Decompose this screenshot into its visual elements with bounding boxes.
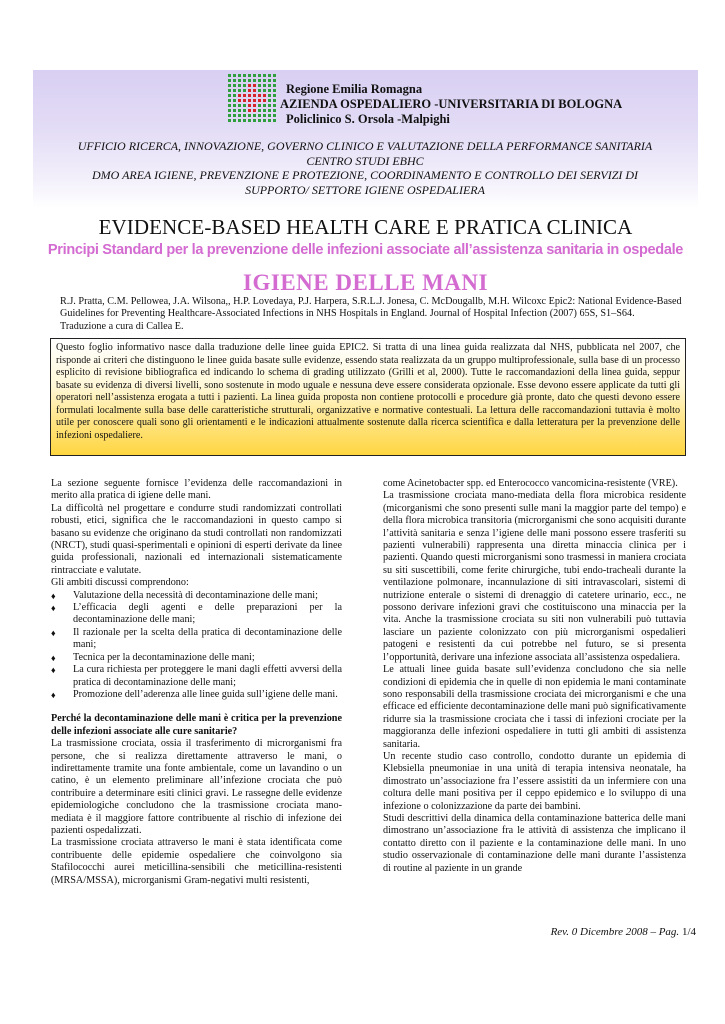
logo-dot bbox=[228, 104, 231, 107]
logo-dot bbox=[248, 74, 251, 77]
translation-credit: Traduzione a cura di Callea E. bbox=[60, 320, 184, 332]
logo-dot bbox=[273, 109, 276, 112]
logo-dot bbox=[248, 99, 251, 102]
header-region: Regione Emilia Romagna bbox=[286, 82, 423, 96]
paragraph: La difficoltà nel progettare e condurre studi randomizzati controllati robusti, etici, significa che le raccomandazioni in questo campo si basano su evidenze che originano da studi controllati non randomizzati (NRCT), studi quasi-sperimentali e opinioni di esperti derivate da linee guida professionali, nazionali ed internazionali sistematicamente rintracciate e valutate. bbox=[51, 502, 342, 576]
logo-dot bbox=[273, 119, 276, 122]
logo-dot bbox=[233, 74, 236, 77]
logo-dot bbox=[253, 119, 256, 122]
logo-dot bbox=[248, 104, 251, 107]
logo-dot bbox=[273, 74, 276, 77]
logo-dot bbox=[228, 94, 231, 97]
summary-box: Questo foglio informativo nasce dalla traduzione delle linee guida EPIC2. Si tratta di una linea guida realizzata dal NHS, pubblicata nel 2007, che risponde ai criteri che distinguono le linee guida basate sulle evidenze, essendo stata realizzata da un gruppo multiprofessionale, sulla base di un processo esplicito di revisione bibliografica ed indicando lo schema di grading utilizzato (Grilli et al, 2000). Tutte le raccomandazioni della linea guida, seppur basate su evidenza di diversi livelli, sono sostenute in modo uguale e nessuna deve essere considerata opzionale. Esse devono essere applicate da tutti gli operatori nell’assistenza erogata a tutti i pazienti. La linea guida proposta non contiene protocolli e procedure già pronte, dato che questi devono essere formulati localmente sulla base delle caratteristiche strutturali, organizzative e normative contestuali. La lettura delle raccomandazioni tuttavia è molto utile per conoscere quali sono gli orientamenti e le indicazioni attualmente sostenute dalla ricerca scientifica e dalla letteratura per la prevenzione delle infezioni ospedaliere. bbox=[50, 338, 686, 456]
diamond-bullet-icon: ♦ bbox=[51, 652, 56, 663]
topics-list bbox=[51, 590, 342, 702]
topic-title: IGIENE DELLE MANI bbox=[243, 270, 488, 295]
header-polyclinic: Policlinico S. Orsola -Malpighi bbox=[286, 112, 450, 126]
logo-dot bbox=[268, 74, 271, 77]
logo-dot bbox=[268, 89, 271, 92]
diamond-bullet-icon: ♦ bbox=[51, 603, 56, 614]
list-item-text: Il razionale per la scelta della pratica di decontaminazione delle mani; bbox=[73, 626, 342, 651]
logo-dot bbox=[228, 109, 231, 112]
citation-text: R.J. Pratta, C.M. Pellowea, J.A. Wilsona,, H.P. Lovedaya, P.J. Harpera, S.R.L.J. Jonesa, C. McDougallb, M.H. Wilcoxc Epic2: National Evidence-Based Guidelines for Preventing Healthcare-Associated Infections in NHS Hospitals in England. Journal of Hospital Infection (2007) 65S, S1–S64. bbox=[60, 296, 682, 320]
logo-dot bbox=[248, 79, 251, 82]
logo-dot bbox=[228, 89, 231, 92]
logo-dot bbox=[233, 84, 236, 87]
left-column bbox=[51, 478, 342, 887]
logo-dot bbox=[238, 119, 241, 122]
logo-dot bbox=[238, 94, 241, 97]
logo-dot bbox=[253, 109, 256, 112]
logo-dot bbox=[263, 114, 266, 117]
logo-dot bbox=[263, 119, 266, 122]
logo-dot bbox=[263, 99, 266, 102]
logo-dot bbox=[243, 74, 246, 77]
logo-dot bbox=[273, 99, 276, 102]
logo-dot bbox=[238, 89, 241, 92]
logo-dot bbox=[248, 89, 251, 92]
logo-dot bbox=[243, 109, 246, 112]
logo-dot bbox=[268, 99, 271, 102]
logo-dot bbox=[253, 74, 256, 77]
logo-dot bbox=[248, 94, 251, 97]
list-item bbox=[51, 664, 342, 689]
right-column bbox=[383, 478, 686, 875]
paragraph: Le attuali linee guida basate sull’evidenza concludono che sia nelle condizioni di epidemia che in quelle di non epidemia le mani contaminate sono responsabili della trasmissione crociata dei microrganismi e che una efficace ed efficiente decontaminazione delle mani può significativamente ridurre sia la trasmissione crociata che i tassi di infezioni crociate per la maggioranza delle infezioni ospedaliere in tutti gli ambiti di assistenza sanitaria. bbox=[383, 664, 686, 750]
logo-dot bbox=[273, 114, 276, 117]
logo-dot bbox=[268, 79, 271, 82]
logo-dot bbox=[258, 89, 261, 92]
list-item-text: Valutazione della necessità di decontaminazione delle mani; bbox=[73, 589, 318, 601]
logo-dot bbox=[243, 104, 246, 107]
paragraph: Un recente studio caso controllo, condotto durante un epidemia di Klebsiella pneumoniae in una unità di terapia intensiva neonatale, ha dimostrato un’associazione fra l’essere assistiti da un infermiere con una coltura delle mani positiva per il ceppo epidemico e lo sviluppo di una infezione o colonizzazione da parte dei bambini. bbox=[383, 750, 686, 812]
logo-dot bbox=[233, 119, 236, 122]
logo-dot bbox=[248, 119, 251, 122]
logo-dot bbox=[268, 94, 271, 97]
logo-dot bbox=[243, 114, 246, 117]
logo-dot bbox=[263, 74, 266, 77]
list-item bbox=[51, 590, 342, 602]
logo-dot bbox=[238, 104, 241, 107]
logo-dot bbox=[233, 79, 236, 82]
logo-dot bbox=[228, 74, 231, 77]
logo-dot bbox=[263, 84, 266, 87]
paragraph: La trasmissione crociata, ossia il trasferimento di microrganismi fra persone, che si realizza direttamente attraverso le mani, o indirettamente tramite una fonte ambientale, come un lavandino o un catino, è un elemento preliminare all’infezione crociata che può contribuire a determinare esiti clinici gravi. Le rassegne delle evidenze epidemiologiche concludono che la trasmissione crociata mano-mediata è il maggiore fattore contribuente al rischio di infezione dei pazienti ospedalizzati. bbox=[51, 738, 342, 836]
logo-dot bbox=[258, 74, 261, 77]
main-title: EVIDENCE-BASED HEALTH CARE E PRATICA CLINICA bbox=[98, 215, 633, 239]
logo-dot bbox=[253, 79, 256, 82]
logo-dot bbox=[243, 84, 246, 87]
logo-dot bbox=[273, 89, 276, 92]
logo-dot bbox=[238, 84, 241, 87]
paragraph: La trasmissione crociata attraverso le mani è stata identificata come contribuente delle epidemie ospedaliere che coinvolgono sia Stafilococchi aurei meticillina-sensibili che meticillina-resistenti (MRSA/MSSA), microrganismi Gram-negativi multi resistenti, bbox=[51, 837, 342, 886]
paragraph: Studi descrittivi della dinamica della contaminazione batterica delle mani dimostrano un’associazione fra le attività di assistenza che implicano il contatto diretto con il paziente e la contaminazione delle mani. In uno studio osservazionale di contaminazione delle mani durante l’assistenza di routine al paziente in un grande bbox=[383, 812, 686, 874]
logo-dot bbox=[248, 114, 251, 117]
list-item bbox=[51, 602, 342, 627]
section-heading: Perché la decontaminazione delle mani è critica per la prevenzione delle infezioni associate alle cure sanitarie? bbox=[51, 713, 342, 737]
logo-dot bbox=[253, 94, 256, 97]
logo-dot bbox=[253, 99, 256, 102]
logo-dot bbox=[233, 99, 236, 102]
list-item bbox=[51, 652, 342, 664]
list-item-text: L’efficacia degli agenti e delle preparazioni per la decontaminazione delle mani; bbox=[73, 602, 342, 626]
logo-dot bbox=[258, 104, 261, 107]
logo-dot bbox=[268, 114, 271, 117]
logo-dot bbox=[273, 84, 276, 87]
logo-dot bbox=[273, 94, 276, 97]
page-number: 1/4 bbox=[681, 926, 696, 938]
office-line: UFFICIO RICERCA, INNOVAZIONE, GOVERNO CLINICO E VALUTAZIONE DELLA PERFORMANCE SANITARIA bbox=[77, 139, 653, 153]
logo-dot bbox=[268, 119, 271, 122]
logo-dot bbox=[268, 104, 271, 107]
paragraph: La trasmissione crociata mano-mediata della flora microbica residente (micorganismi che sono presenti sulle mani la maggior parte del tempo) e della flora microbica transitoria (microrganismi che sono acquisiti durante l’attività sanitaria e senza l’igiene delle mani possono essere trasferiti su pazienti vulnerabili) rappresenta una diretta minaccia clinica per i pazienti. Quando questi microrganismi sono trasmessi in maniera crociata su siti suscettibili, come ferite chirurgiche, tubi endo-tracheali durante la ventilazione polmonare, incannulazione di siti intravascolari, sistemi di nutrizione enterale o sistemi di drenaggio di catetere urinario, ecc., ne possono derivare infezioni gravi che costituiscono una minaccia per la vita. Anche la trasmissione crociata su siti non vulnerabili può tuttavia lasciare un paziente colonizzato con più microrganismi ospedalieri patogeni e resistenti da cui potrebbe nel futuro, se si presenta l’opportunità, derivare una infezione associata all’assistenza ospedaliera. bbox=[383, 490, 686, 663]
logo-dot bbox=[248, 109, 251, 112]
logo-dot bbox=[238, 79, 241, 82]
citation bbox=[60, 296, 688, 333]
logo-dot bbox=[268, 109, 271, 112]
logo-dot bbox=[258, 79, 261, 82]
logo-dot bbox=[233, 94, 236, 97]
logo-dot bbox=[233, 104, 236, 107]
logo-dot bbox=[258, 119, 261, 122]
logo-dot bbox=[233, 89, 236, 92]
diamond-bullet-icon: ♦ bbox=[51, 689, 56, 700]
office-line: SUPPORTO/ SETTORE IGIENE OSPEDALIERA bbox=[245, 182, 485, 197]
logo-dot bbox=[273, 104, 276, 107]
revision-info: Rev. 0 Dicembre 2008 – Pag. bbox=[550, 926, 680, 938]
paragraph: Gli ambiti discussi comprendono: bbox=[51, 577, 189, 589]
list-item-text: Promozione dell’aderenza alle linee guida sull’igiene delle mani. bbox=[73, 688, 338, 700]
logo-dot bbox=[243, 119, 246, 122]
diamond-bullet-icon: ♦ bbox=[51, 665, 56, 676]
logo-dot bbox=[248, 84, 251, 87]
header-hospital: AZIENDA OSPEDALIERO -UNIVERSITARIA DI BOLOGNA bbox=[280, 97, 623, 111]
logo-dot bbox=[238, 114, 241, 117]
logo-dot bbox=[253, 84, 256, 87]
logo-dot bbox=[253, 114, 256, 117]
logo-dot bbox=[238, 99, 241, 102]
logo-dot bbox=[253, 89, 256, 92]
list-item-text: Tecnica per la decontaminazione delle mani; bbox=[73, 651, 255, 663]
list-item bbox=[51, 689, 342, 701]
page-footer bbox=[420, 926, 696, 938]
diamond-bullet-icon: ♦ bbox=[51, 627, 56, 638]
logo-dot bbox=[228, 79, 231, 82]
logo-dot bbox=[258, 84, 261, 87]
logo-dot bbox=[228, 114, 231, 117]
logo-dot bbox=[228, 119, 231, 122]
logo-dot bbox=[263, 79, 266, 82]
list-item-text: La cura richiesta per proteggere le mani dagli effetti avversi della pratica di decontaminazione delle mani; bbox=[73, 664, 342, 688]
logo-dot bbox=[243, 99, 246, 102]
sub-title: Principi Standard per la prevenzione delle infezioni associate all’assistenza sanitaria in ospedale bbox=[47, 241, 684, 258]
logo-dot bbox=[238, 74, 241, 77]
office-line: CENTRO STUDI EBHC bbox=[306, 153, 424, 168]
logo-dot bbox=[258, 94, 261, 97]
logo-dot bbox=[233, 109, 236, 112]
logo-dot bbox=[238, 109, 241, 112]
paragraph: La sezione seguente fornisce l’evidenza delle raccomandazioni in merito alla pratica di igiene delle mani. bbox=[51, 478, 342, 502]
logo-dot bbox=[233, 114, 236, 117]
diamond-bullet-icon: ♦ bbox=[51, 590, 56, 601]
logo-dot bbox=[243, 89, 246, 92]
logo-dot bbox=[243, 79, 246, 82]
logo-dot bbox=[228, 84, 231, 87]
list-item bbox=[51, 627, 342, 652]
logo-dot bbox=[258, 109, 261, 112]
logo-dot bbox=[263, 104, 266, 107]
office-line: DMO AREA IGIENE, PREVENZIONE E PROTEZIONE, COORDINAMENTO E CONTROLLO DEI SERVIZI DI bbox=[91, 168, 639, 182]
institution-logo bbox=[228, 74, 276, 124]
logo-dot bbox=[253, 104, 256, 107]
logo-dot bbox=[258, 114, 261, 117]
logo-dot bbox=[263, 94, 266, 97]
logo-dot bbox=[243, 94, 246, 97]
office-block bbox=[40, 139, 690, 197]
logo-dot bbox=[263, 109, 266, 112]
paragraph: come Acinetobacter spp. ed Enterococco vancomicina-resistente (VRE). bbox=[383, 478, 678, 489]
logo-dot bbox=[258, 99, 261, 102]
logo-dot bbox=[228, 99, 231, 102]
logo-dot bbox=[273, 79, 276, 82]
logo-dot bbox=[268, 84, 271, 87]
logo-dot bbox=[263, 89, 266, 92]
